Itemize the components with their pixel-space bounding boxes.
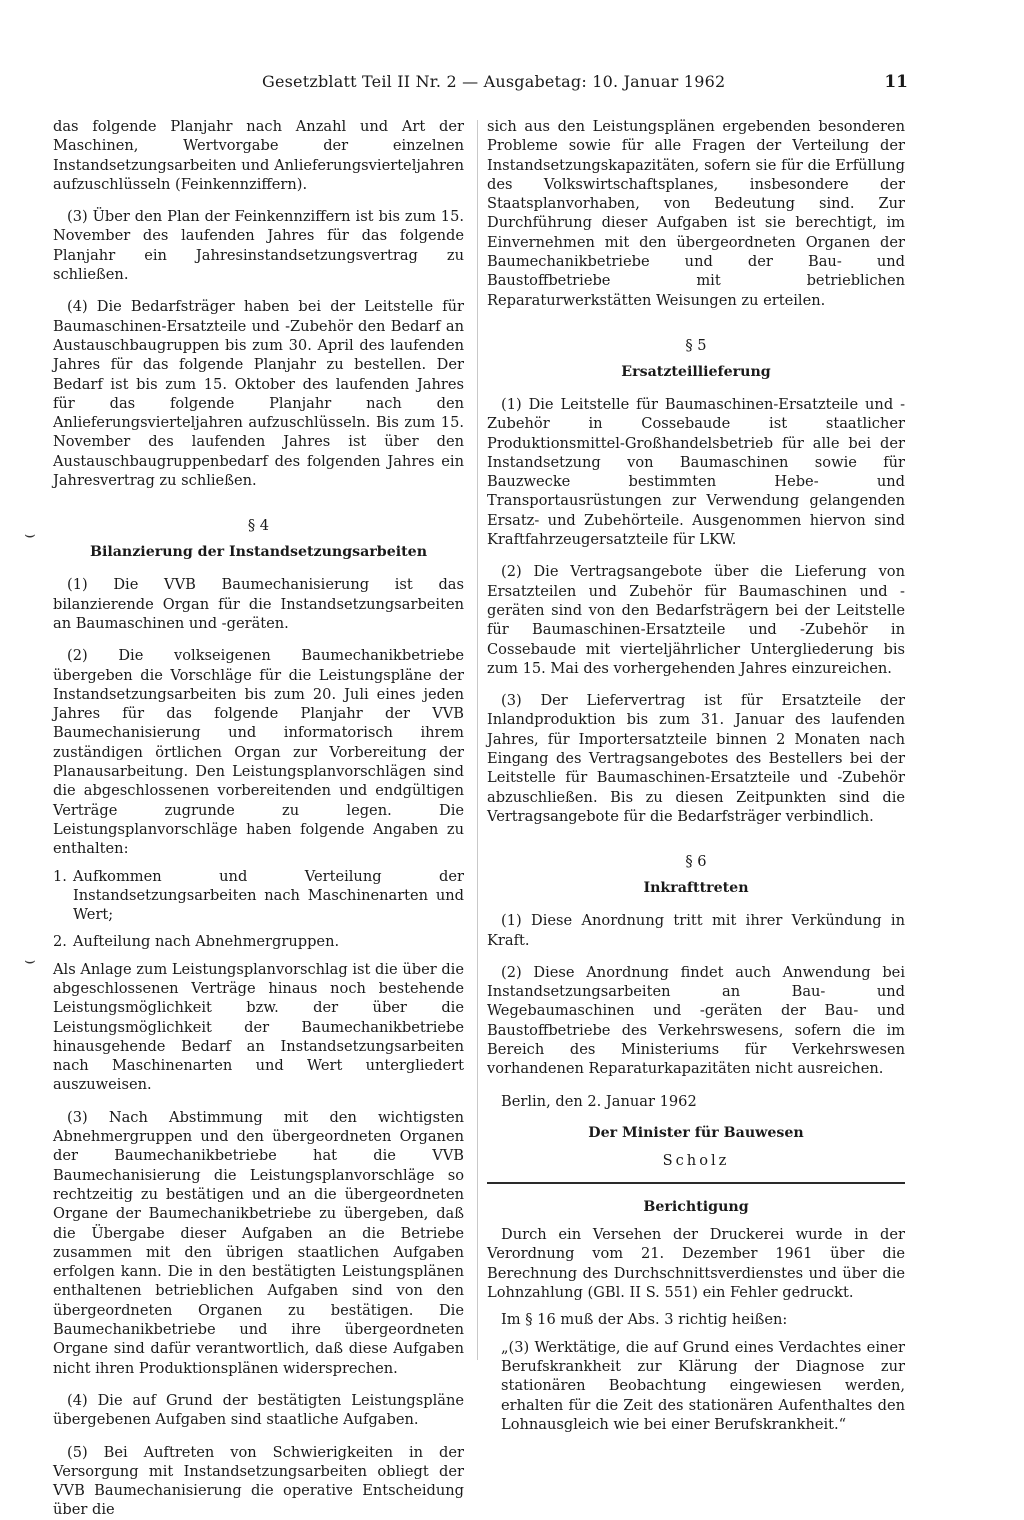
minister-title: Der Minister für Bauwesen xyxy=(588,1124,804,1141)
paragraph: (2) Die Vertragsangebote über die Lieferung von Ersatzteilen und Zubehör für Baumaschinen und -geräten sind von den Bedarfsträgern bei der Leitstelle für Baumaschinen-Ersatzteile und -Zubehör in Cossebaude mit vierteljährlicher Untergliederung bis zum 15. Mai des vorhergehenden Jahres einzureichen. xyxy=(487,563,905,677)
list-number: 1. xyxy=(53,867,67,885)
paragraph: Im § 16 muß der Abs. 3 richtig heißen: xyxy=(501,1311,788,1329)
paragraph: (1) Die Leitstelle für Baumaschinen-Ersatzteile und -Zubehör in Cossebaude ist staatlicher Produktionsmittel-Großhandelsbetrieb für alle bei der Instandsetzung von Baumaschinen sowie für Bauzwecke bestimmten Hebe- und Transportausrüstungen zur Verwendung gelangenden Ersatz- und Zubehörteile. Ausgenommen hiervon sind Kraftfahrzeugersatzteile für LKW. xyxy=(487,395,905,549)
quoted-correction: „(3) Werktätige, die auf Grund eines Verdachtes einer Berufskrankheit zur Klärung der Diagnose zur stationären Beobachtung eingewiesen werden, erhalten für die Zeit des stationären Aufenthaltes den Lohnausgleich wie bei einer Berufskrankheit.“ xyxy=(501,1338,905,1433)
header-title: Gesetzblatt Teil II Nr. 2 — Ausgabetag: 10. Januar 1962 xyxy=(262,72,726,91)
paragraph: (3) Der Liefervertrag ist für Ersatzteile der Inlandproduktion bis zum 31. Januar des laufenden Jahres, für Importersatzteile binnen 2 Monaten nach Eingang des Vertragsangebotes des Bestellers bei der Leitstelle für Baumaschinen-Ersatzteile und -Zubehör abzuschließen. Bis zu diesen Zeitpunkten sind die Vertragsangebote für die Bedarfsträger verbindlich. xyxy=(487,692,905,825)
list-item xyxy=(53,932,464,951)
list-item xyxy=(53,867,464,925)
paragraph: (2) Diese Anordnung findet auch Anwendung bei Instandsetzungsarbeiten an Bau- und Wegebaumaschinen und -geräten der Bau- und Baustoffbetriebe des Verkehrswesens, sofern die im Bereich des Ministeriums für Verkehrswesen vorhandenen Reparaturkapazitäten nicht ausreichen. xyxy=(487,963,905,1078)
section-number: § 5 xyxy=(685,336,707,354)
paragraph: Durch ein Versehen der Druckerei wurde in der Verordnung vom 21. Dezember 1961 über die Berechnung des Durchschnittsverdienstes und über die Lohnzahlung (GBl. II S. 551) ein Fehler gedruckt. xyxy=(487,1226,905,1302)
list-text: Aufkommen und Verteilung der Instandsetzungsarbeiten nach Maschinenarten und Wert; xyxy=(73,867,464,924)
paragraph: Als Anlage zum Leistungsplanvorschlag ist die über die abgeschlossenen Verträge hinaus noch bestehende Leistungsmöglichkeit bzw. der über die Leistungsmöglichkeit der Baumechanikbetriebe hinausgehende Bedarf an Instandsetzungsarbeiten nach Maschinenarten und Wert untergliedert auszuweisen. xyxy=(53,960,464,1094)
left-column xyxy=(53,117,464,1520)
paragraph: (4) Die auf Grund der bestätigten Leistungspläne übergebenen Aufgaben sind staatliche Aufgaben. xyxy=(53,1391,464,1429)
list-number: 2. xyxy=(53,933,67,951)
section-title: Inkrafttreten xyxy=(643,880,749,897)
section-rule xyxy=(487,1182,905,1184)
signature-name: Scholz xyxy=(662,1151,730,1169)
paragraph: (1) Diese Anordnung tritt mit ihrer Verkündung in Kraft. xyxy=(487,912,905,949)
paragraph: (1) Die VVB Baumechanisierung ist das bilanzierende Organ für die Instandsetzungsarbeiten an Baumaschinen und -geräten. xyxy=(53,576,464,632)
page-number: 11 xyxy=(884,72,908,92)
paragraph: das folgende Planjahr nach Anzahl und Art der Maschinen, Wertvorgabe der einzelnen Instandsetzungsarbeiten und Anlieferungsvierteljahren aufzuschlüsseln (Feinkennziffern). xyxy=(53,118,464,193)
paragraph: (3) Nach Abstimmung mit den wichtigsten Abnehmergruppen und den übergeordneten Organen der Baumechanikbetriebe hat die VVB Baumechanisierung die Leistungsplanvorschläge so rechtzeitig zu bestätigen und an die übergeordneten Organe der Baumechanikbetriebe zu übergeben, daß die Übergabe dieser Aufgaben an die Betriebe zusammen mit den übrigen staatlichen Aufgaben erfolgen kann. Die in den bestätigten Leistungsplänen enthaltenen betrieblichen Aufgaben sind von den übergeordneten Organen zu bestätigen. Die Baumechanikbetriebe und ihre übergeordneten Organe sind dafür verantwortlich, daß diese Aufgaben nicht ihren Produktionsplänen widersprechen. xyxy=(53,1108,464,1377)
margin-mark-icon: ⌣ xyxy=(24,524,36,545)
column-divider xyxy=(477,120,478,1360)
right-column xyxy=(487,117,905,1434)
paragraph: (5) Bei Auftreten von Schwierigkeiten in der Versorgung mit Instandsetzungsarbeiten obliegt der VVB Baumechanisierung die operative Entscheidung über die xyxy=(53,1443,464,1519)
berichtigung-title: Berichtigung xyxy=(643,1199,749,1216)
place-date: Berlin, den 2. Januar 1962 xyxy=(501,1092,697,1110)
section-number: § 4 xyxy=(247,517,270,535)
paragraph: sich aus den Leistungsplänen ergebenden besonderen Probleme sowie für alle Fragen der Verteilung der Instandsetzungskapazitäten, sofern sie für die Erfüllung des Volkswirtschaftsplanes, insbesondere der Staatsplanvorhaben, von Bedeutung sind. Zur Durchführung dieser Aufgaben ist sie berechtigt, im Einvernehmen mit den übergeordneten Organen der Baumechanikbetriebe und der Bau- und Baustoffbetriebe mit betrieblichen Reparaturwerkstätten Weisungen zu erteilen. xyxy=(487,118,905,309)
paragraph: (2) Die volkseigenen Baumechanikbetriebe übergeben die Vorschläge für die Leistungspläne der Instandsetzungsarbeiten bis zum 20. Juli eines jeden Jahres für das folgende Planjahr der VVB Baumechanisierung und informatorisch ihrem zuständigen örtlichen Organ zur Vorbereitung der Planausarbeitung. Den Leistungsplanvorschlägen sind die abgeschlossenen vorbereitenden und endgültigen Verträge zugrunde zu legen. Die Leistungsplanvorschläge haben folgende Angaben zu enthalten: xyxy=(53,647,464,858)
page-header xyxy=(52,72,916,98)
section-title: Ersatzteillieferung xyxy=(621,363,771,380)
list-text: Aufteilung nach Abnehmergruppen. xyxy=(73,933,340,951)
section-number: § 6 xyxy=(685,853,707,871)
paragraph: (4) Die Bedarfsträger haben bei der Leitstelle für Baumaschinen-Ersatzteile und -Zubehör den Bedarf an Austauschbaugruppen bis zum 30. April des laufenden Jahres für das folgende Planjahr zu bestellen. Der Bedarf ist bis zum 15. Oktober des laufenden Jahres für das folgende Planjahr nach den Anlieferungsvierteljahren aufzuschlüsseln. Bis zum 15. November des laufenden Jahres ist über den Austauschbaugruppenbedarf des folgenden Jahres ein Jahresvertrag zu schließen. xyxy=(53,298,464,490)
section-title: Bilanzierung der Instandsetzungsarbeiten xyxy=(89,544,428,561)
paragraph: (3) Über den Plan der Feinkennziffern ist bis zum 15. November des laufenden Jahres für das folgende Planjahr ein Jahresinstandsetzungsvertrag zu schließen. xyxy=(53,208,464,284)
margin-mark-icon: ⌣ xyxy=(24,950,36,971)
